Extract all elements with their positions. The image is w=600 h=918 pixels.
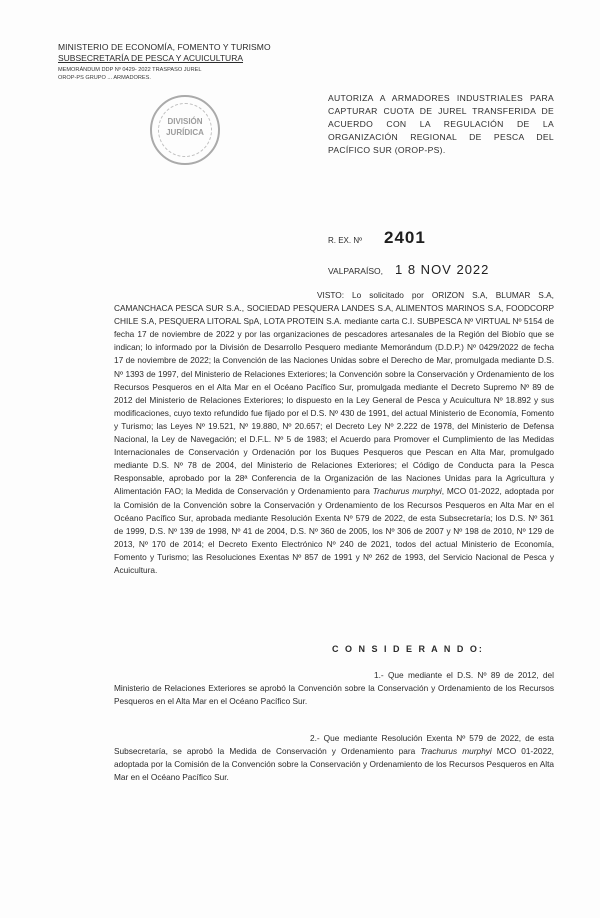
letterhead	[58, 42, 308, 82]
resolution-label: R. EX. Nº	[328, 236, 363, 245]
considerando-paragraph-1: 1.- Que mediante el D.S. Nº 89 de 2012, del Ministerio de Relaciones Exteriores se aprobó la Convención sobre la Conservación y Ordenamiento de los Recursos Pesqueros en el Alta Mar en el Océano Pacífico Sur.	[114, 670, 554, 707]
considerando-paragraph-2	[114, 732, 554, 784]
memo-reference: MEMORÁNDUM DDP Nº 0429- 2022 TRASPASO JUREL	[58, 67, 202, 73]
visto-species: Trachurus murphyi	[372, 486, 442, 497]
division-juridica-stamp	[150, 95, 220, 165]
stamp-line-2: JURÍDICA	[166, 128, 204, 137]
subsecretaria-name: SUBSECRETARÍA DE PESCA Y ACUICULTURA	[58, 53, 244, 63]
resolution-date: 1 8 NOV 2022	[395, 262, 490, 277]
visto-text-b: , MCO 01-2022, adoptada por la Comisión de la Convención sobre la Conservación y Ordenamiento de los Recursos Pesqueros en Alta Mar en el Océano Pacífico Sur, aprobada mediante Resolución Exenta Nº 579 de 2022, de esta Subsecretaría; los D.S. Nº 361 de 1999, D.S. Nº 139 de 1998, Nº 41 de 2004, D.S. Nº 360 de 2005, los Nº 306 de 2007 y Nº 198 de 2010, Nº 129 de 2013, Nº 170 de 2014; el Decreto Exento Electrónico Nº 240 de 2021, todos del actual Ministerio de Economía, Fomento y Turismo; las Resoluciones Exentas Nº 857 de 1991 y Nº 262 de 1993, del Servicio Nacional de Pesca y Acuicultura.	[114, 486, 555, 575]
ministry-name: MINISTERIO DE ECONOMÍA, FOMENTO Y TURISMO	[58, 42, 271, 52]
stamp-line-1: DIVISIÓN	[167, 117, 203, 126]
resolution-subject: AUTORIZA A ARMADORES INDUSTRIALES PARA CAPTURAR CUOTA DE JUREL TRANSFERIDA DE ACUERDO CON LA REGULACIÓN DE LA ORGANIZACIÓN REGIONAL DE PESCA DEL PACÍFICO SUR (OROP-PS).	[328, 93, 554, 155]
place-label: VALPARAÍSO,	[328, 266, 383, 276]
visto-text-a: VISTO: Lo solicitado por ORIZON S.A, BLUMAR S.A, CAMANCHACA PESCA SUR S.A., SOCIEDAD PESQUERA LANDES S.A, ALIMENTOS MARINOS S.A, FOODCORP CHILE S.A, PESQUERA LITORAL SpA, LOTA PROTEIN S.A. mediante carta C.I. SUBPESCA Nº VIRTUAL Nº 5154 de fecha 17 de noviembre de 2022 y por las organizaciones de pescadores artesanales de la Región del Biobío que se indican; lo informado por la División de Desarrollo Pesquero mediante Memorándum (D.D.P.) Nº 0429/2022 de fecha 17 de noviembre de 2022; la Convención de las Naciones Unidas sobre el Derecho de Mar, promulgada mediante D.S. Nº 1393 de 1997, del Ministerio de Relaciones Exteriores; la Convención sobre la Conservación y Ordenamiento de los Recursos Pesqueros en el Alta Mar en el Océano Pacífico Sur, promulgada mediante el Decreto Supremo Nº 89 de 2012 del Ministerio de Relaciones Exteriores; lo dispuesto en la Ley General de Pesca y Acuicultura Nº 18.892 y sus modificaciones, cuyo texto refundido fue fijado por el D.S. Nº 430 de 1991, del actual Ministerio de Economía, Fomento y Turismo; las Leyes Nº 19.521, Nº 19.880, Nº 20.657; el Decreto Ley Nº 2.222 de 1978, del Ministerio de Defensa Nacional, la Ley de Navegación; el D.F.L. Nº 5 de 1983; el Acuerdo para Promover el Cumplimiento de las Medidas Internacionales de Conservación y Ordenación por los Buques Pesqueros que Pescan en Alta Mar, promulgado mediante D.S. Nº 78 de 2004, del Ministerio de Relaciones Exteriores; el Código de Conducta para la Pesca Responsable, aprobado por la 28ª Conferencia de la Organización de las Naciones Unidas para la Agricultura y Alimentación FAO; la Medida de Conservación y Ordenamiento para	[114, 290, 554, 497]
p2-species: Trachurus murphyi	[420, 746, 492, 757]
orop-reference: OROP-PS GRUPO ... ARMADORES.	[58, 75, 151, 81]
resolution-number: 2401	[384, 228, 426, 247]
p2-text-a: 2.- Que mediante Resolución Exenta Nº 579 de 2022, de esta Subsecretaría, se aprobó la Medida de Conservación y Ordenamiento para	[114, 733, 554, 757]
considerando-heading: C O N S I D E R A N D O:	[332, 644, 484, 654]
visto-paragraph	[114, 289, 554, 577]
p2-text-b: MCO 01-2022, adoptada por la Comisión de la Convención sobre la Conservación y Ordenamiento de los Recursos Pesqueros en Alta Mar en el Océano Pacífico Sur.	[114, 746, 554, 783]
